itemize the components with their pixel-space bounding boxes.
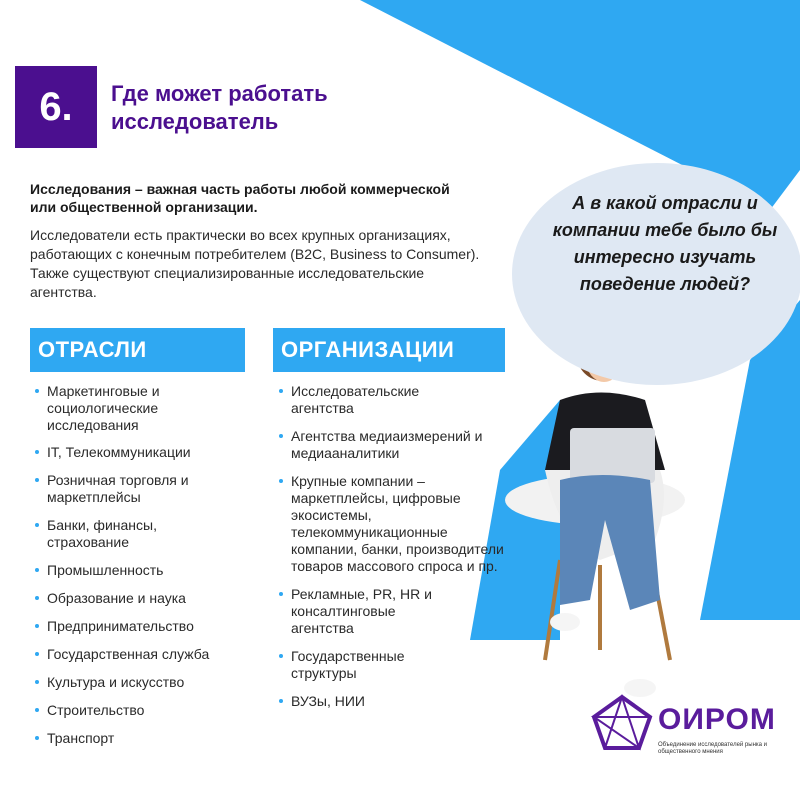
list-item: Государственная служба — [35, 646, 235, 663]
logo-subtitle: Объединение исследователей рынка и общественного мнения — [658, 742, 768, 755]
list-item: Банки, финансы, страхование — [35, 517, 197, 551]
page-title: Где может работать исследователь — [111, 81, 328, 134]
list-item: IT, Телекоммуникации — [35, 444, 235, 461]
list-item: Маркетинговые и социологические исследования — [35, 383, 217, 434]
logo-pentagon-icon — [594, 697, 650, 748]
lead-text: Исследователи есть практически во всех крупных организациях, работающих с конечным потребителем (B2C, Business to Consumer). Также существуют специализированные исследовательские агентства. — [30, 227, 480, 300]
list-item: Крупные компании – маркетплейсы, цифровые экосистемы, телекоммуникационные компании, банки, производители товаров массового спроса и пр. — [279, 473, 506, 575]
lead-bold-text: Исследования – важная часть работы любой коммерческой или общественной организации. — [30, 181, 450, 215]
list-item: Транспорт — [35, 730, 235, 747]
list-item: Промышленность — [35, 562, 235, 579]
organizations-header: ОРГАНИЗАЦИИ — [273, 328, 505, 372]
list-item: Рекламные, PR, HR и консалтинговые агентства — [279, 586, 451, 637]
industries-header: ОТРАСЛИ — [30, 328, 245, 372]
list-item: Культура и искусство — [35, 674, 235, 691]
list-item: Строительство — [35, 702, 235, 719]
slide-number-badge: 6. — [15, 66, 97, 148]
question-bubble-text: А в какой отрасли и компании тебе было бы интересно изучать поведение людей? — [552, 193, 778, 294]
industries-list — [35, 383, 235, 747]
list-item: Исследовательские агентства — [279, 383, 461, 417]
list-item: Предпринимательство — [35, 618, 235, 635]
list-item: Розничная торговля и маркетплейсы — [35, 472, 217, 506]
logo-wordmark: ОИРОМ — [658, 703, 776, 736]
list-item: Образование и наука — [35, 590, 235, 607]
list-item: Государственные структуры — [279, 648, 441, 682]
list-item: ВУЗы, НИИ — [279, 693, 519, 710]
list-item: Агентства медиаизмерений и медиааналитики — [279, 428, 516, 462]
organizations-list — [279, 383, 519, 710]
